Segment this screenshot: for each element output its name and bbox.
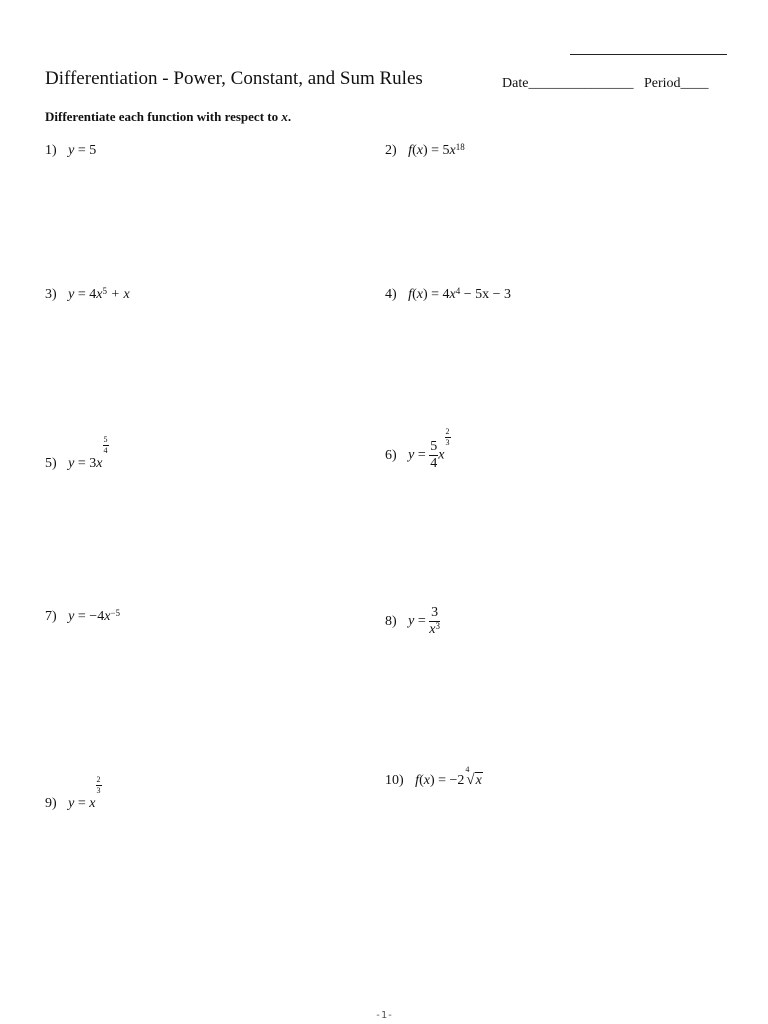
instructions: Differentiate each function with respect to x. bbox=[45, 109, 292, 124]
date-label: Date bbox=[502, 76, 529, 91]
problem-3: 3) $y = 4x^5 + x$ bbox=[45, 286, 130, 302]
page-number: -1- bbox=[374, 1010, 394, 1021]
name-blank-line bbox=[570, 54, 727, 55]
problem-8: 8) y = $\frac{3}{x^3}$ bbox=[385, 605, 441, 637]
date-period-field bbox=[502, 76, 709, 92]
worksheet-title: Differentiation - Power, Constant, and Sum Rules bbox=[45, 68, 423, 89]
problem-9: 9) y = x $\frac{2}{3}$ bbox=[45, 775, 101, 811]
problem-6: 6) y = $\frac{5}{4}$ x $\frac{2}{3}$ bbox=[385, 426, 450, 471]
radical-symbol: 4 √x bbox=[465, 765, 482, 788]
problem-4: 4) $f(x) = 4x^4 - 5x - 3$ bbox=[385, 286, 512, 302]
exponent-fraction: $\frac{2}{3}$ bbox=[445, 426, 450, 447]
problem-10: 10) f(x) = −2 4 √x bbox=[385, 765, 482, 788]
problem-2: 2) $f(x) = 5x^{18}$ bbox=[385, 142, 465, 158]
exponent-fraction: $\frac{5}{4}$ bbox=[103, 435, 108, 455]
problem-5: 5) y = 3x $\frac{5}{4}$ bbox=[45, 435, 108, 471]
rational-fraction: $\frac{3}{x^3}$ bbox=[429, 605, 441, 637]
period-blank: ____ bbox=[680, 76, 709, 91]
coefficient-fraction: $\frac{5}{4}$ bbox=[430, 439, 438, 471]
exponent-fraction: $\frac{2}{3}$ bbox=[96, 775, 101, 795]
period-label: Period bbox=[643, 76, 681, 91]
problem-7: 7) $y = -4x^{-5}$ bbox=[45, 608, 120, 624]
date-blank: _______________ bbox=[528, 76, 634, 91]
problem-1: 1) y = 5 bbox=[45, 143, 97, 158]
